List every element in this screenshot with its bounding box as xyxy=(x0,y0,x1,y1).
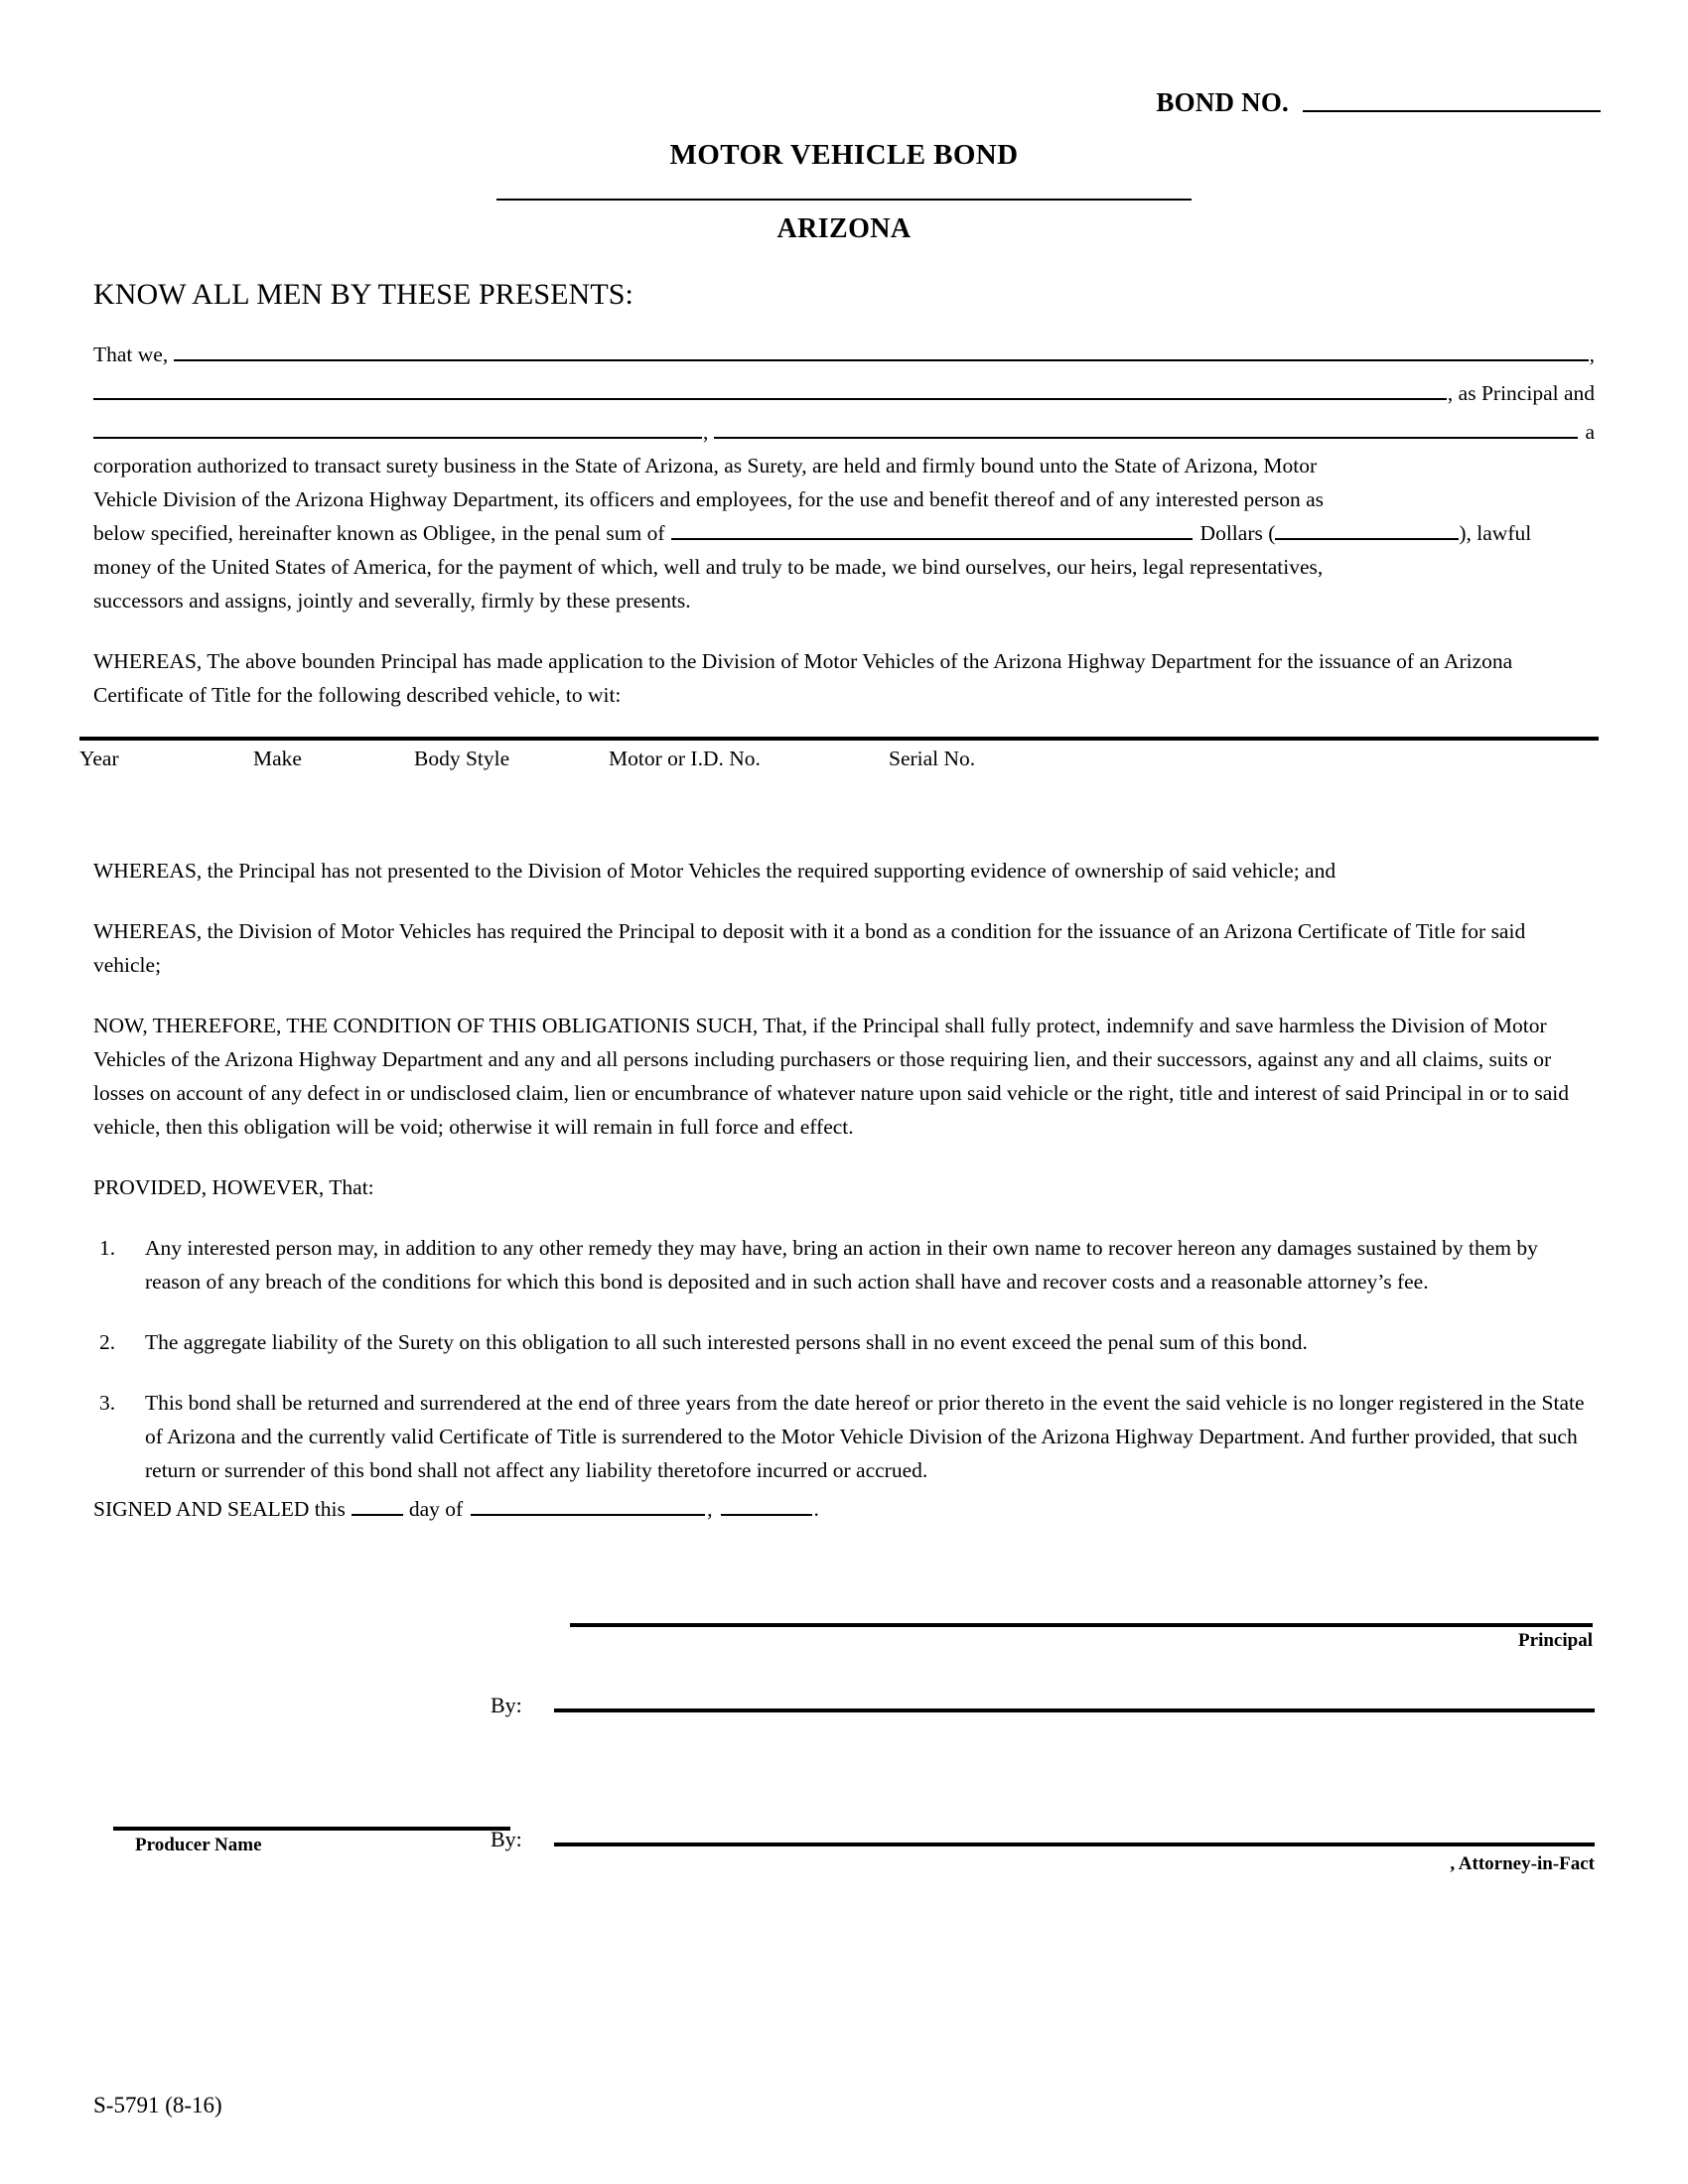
provisions-list xyxy=(93,1231,1595,1487)
column-header-body-style: Body Style xyxy=(414,747,510,770)
signed-sealed-label: SIGNED AND SEALED this xyxy=(93,1497,346,1521)
penal-sum-words-blank[interactable] xyxy=(671,516,1193,540)
surety-by-row xyxy=(491,1827,1595,1854)
provided-however-heading: PROVIDED, HOWEVER, That: xyxy=(93,1175,374,1199)
principal-by-row xyxy=(491,1693,1595,1720)
principal-by-signature-blank[interactable] xyxy=(554,1708,1595,1712)
principal-caption: Principal xyxy=(1518,1630,1593,1651)
producer-name-caption: Producer Name xyxy=(135,1835,262,1855)
producer-name-block xyxy=(113,1827,510,1856)
state-subtitle: ARIZONA xyxy=(776,213,912,244)
principal-signature-rule[interactable] xyxy=(570,1623,1593,1627)
list-item-text: This bond shall be returned and surrendered at the end of three years from the date hereof or prior thereto in the event the said vehicle is no longer registered in the State of Arizona and the currently valid Certificate of Title is surrendered to the Motor Vehicle Division of the Arizona Highway Department. And further provided, that such return or surrender of this bond shall not affect any liability theretofore incurred or accrued. xyxy=(145,1391,1585,1482)
signed-comma: , xyxy=(707,1497,713,1521)
comma-1: , xyxy=(1589,342,1595,366)
surety-body-line-4: money of the United States of America, for the payment of which, well and truly to be made, we bind ourselves, our heirs, legal representatives, xyxy=(93,555,1324,579)
column-header-motor-id-no: Motor or I.D. No. xyxy=(609,747,761,770)
list-item-number: 1. xyxy=(99,1236,116,1260)
surety-body-line-5: successors and assigns, jointly and severally, firmly by these presents. xyxy=(93,589,691,613)
list-item xyxy=(93,1325,1595,1359)
bond-number-field[interactable] xyxy=(1156,87,1601,118)
principal-line xyxy=(93,376,1595,410)
signed-month-blank[interactable] xyxy=(471,1494,705,1516)
know-all-men-heading: KNOW ALL MEN BY THESE PRESENTS: xyxy=(93,278,633,311)
dollars-suffix-label: ), lawful xyxy=(1459,521,1532,545)
column-header-make: Make xyxy=(253,747,302,770)
vehicle-table-header-row xyxy=(79,747,1599,786)
by-label-surety: By: xyxy=(491,1827,522,1851)
penal-sum-label: below specified, hereinafter known as Obligee, in the penal sum of xyxy=(93,521,665,545)
list-item-text: Any interested person may, in addition to any other remedy they may have, bring an action in their own name to recover hereon any damages sustained by them by reason of any breach of the conditions for which this bond is deposited and in such action shall have and recover costs and a reasonable attorney’s fee. xyxy=(145,1236,1538,1294)
bond-number-label: BOND NO. xyxy=(1156,87,1289,117)
list-item-text: The aggregate liability of the Surety on this obligation to all such interested persons shall in no event exceed the penal sum of this bond. xyxy=(145,1330,1308,1354)
penal-sum-line xyxy=(93,516,1595,550)
surety-line xyxy=(93,415,1595,449)
column-header-year: Year xyxy=(79,747,119,770)
by-label-principal: By: xyxy=(491,1693,522,1717)
column-header-serial-no: Serial No. xyxy=(889,747,976,770)
signed-and-sealed-line xyxy=(93,1494,1595,1522)
surety-body-line-2: Vehicle Division of the Arizona Highway Department, its officers and employees, for the use and benefit thereof and of any interested person as xyxy=(93,487,1325,511)
signed-year-blank[interactable] xyxy=(721,1494,812,1516)
signed-period: . xyxy=(813,1497,819,1521)
signature-section xyxy=(93,1494,1595,1874)
principal-name-blank-2[interactable] xyxy=(93,376,1447,400)
whereas-paragraph-3: WHEREAS, the Division of Motor Vehicles has required the Principal to deposit with it a bond as a condition for the issuance of an Arizona Certificate of Title for said vehicle; xyxy=(93,919,1526,977)
opening-paragraph xyxy=(93,338,1595,617)
document-body xyxy=(93,338,1595,1514)
surety-name-blank[interactable] xyxy=(93,415,702,439)
list-item-number: 2. xyxy=(99,1330,116,1354)
penal-sum-amount-blank[interactable] xyxy=(1275,516,1459,540)
attorney-in-fact-caption: , Attorney-in-Fact xyxy=(1450,1853,1595,1874)
surety-state-blank[interactable] xyxy=(714,415,1578,439)
that-we-label: That we, xyxy=(93,342,169,366)
signed-day-blank[interactable] xyxy=(352,1494,403,1516)
title-divider xyxy=(496,199,1192,201)
list-item-number: 3. xyxy=(99,1391,116,1415)
whereas-paragraph-1: WHEREAS, The above bounden Principal has made application to the Division of Motor Vehicles of the Arizona Highway Department for the issuance of an Arizona Certificate of Title for the following described vehicle, to wit: xyxy=(93,649,1513,707)
dollars-label: Dollars ( xyxy=(1199,521,1276,545)
title-block xyxy=(0,139,1688,245)
trailing-a-label: a xyxy=(1585,420,1595,444)
list-item xyxy=(93,1231,1595,1298)
list-item xyxy=(93,1386,1595,1487)
comma-2: , xyxy=(703,420,709,444)
page-title: MOTOR VEHICLE BOND xyxy=(669,139,1019,171)
day-of-label: day of xyxy=(408,1497,464,1521)
principal-signature-block xyxy=(570,1623,1593,1652)
vehicle-description-table xyxy=(79,737,1599,786)
surety-body-line-1: corporation authorized to transact surety business in the State of Arizona, as Surety, are held and firmly bound unto the State of Arizona, Motor xyxy=(93,454,1318,478)
as-principal-and-label: , as Principal and xyxy=(1447,381,1595,405)
form-code: S-5791 (8-16) xyxy=(93,2093,222,2117)
producer-name-rule[interactable] xyxy=(113,1827,510,1831)
whereas-paragraph-2: WHEREAS, the Principal has not presented to the Division of Motor Vehicles the required supporting evidence of ownership of said vehicle; and xyxy=(93,859,1336,883)
bond-number-blank[interactable] xyxy=(1303,109,1601,112)
principal-name-blank-1[interactable] xyxy=(174,338,1588,361)
surety-by-signature-blank[interactable] xyxy=(554,1843,1595,1846)
now-therefore-paragraph: NOW, THEREFORE, THE CONDITION OF THIS OBLIGATIONIS SUCH, That, if the Principal shall fully protect, indemnify and save harmless the Division of Motor Vehicles of the Arizona Highway Department and any and all persons including purchasers or those requiring lien, and their successors, against any and all claims, suits or losses on account of any defect in or undisclosed claim, lien or encumbrance of whatever nature upon said vehicle or the right, title and interest of said Principal in or to said vehicle, then this obligation will be void; otherwise it will remain in full force and effect. xyxy=(93,1014,1570,1139)
vehicle-table-top-rule xyxy=(79,737,1599,741)
that-we-line xyxy=(93,338,1595,371)
